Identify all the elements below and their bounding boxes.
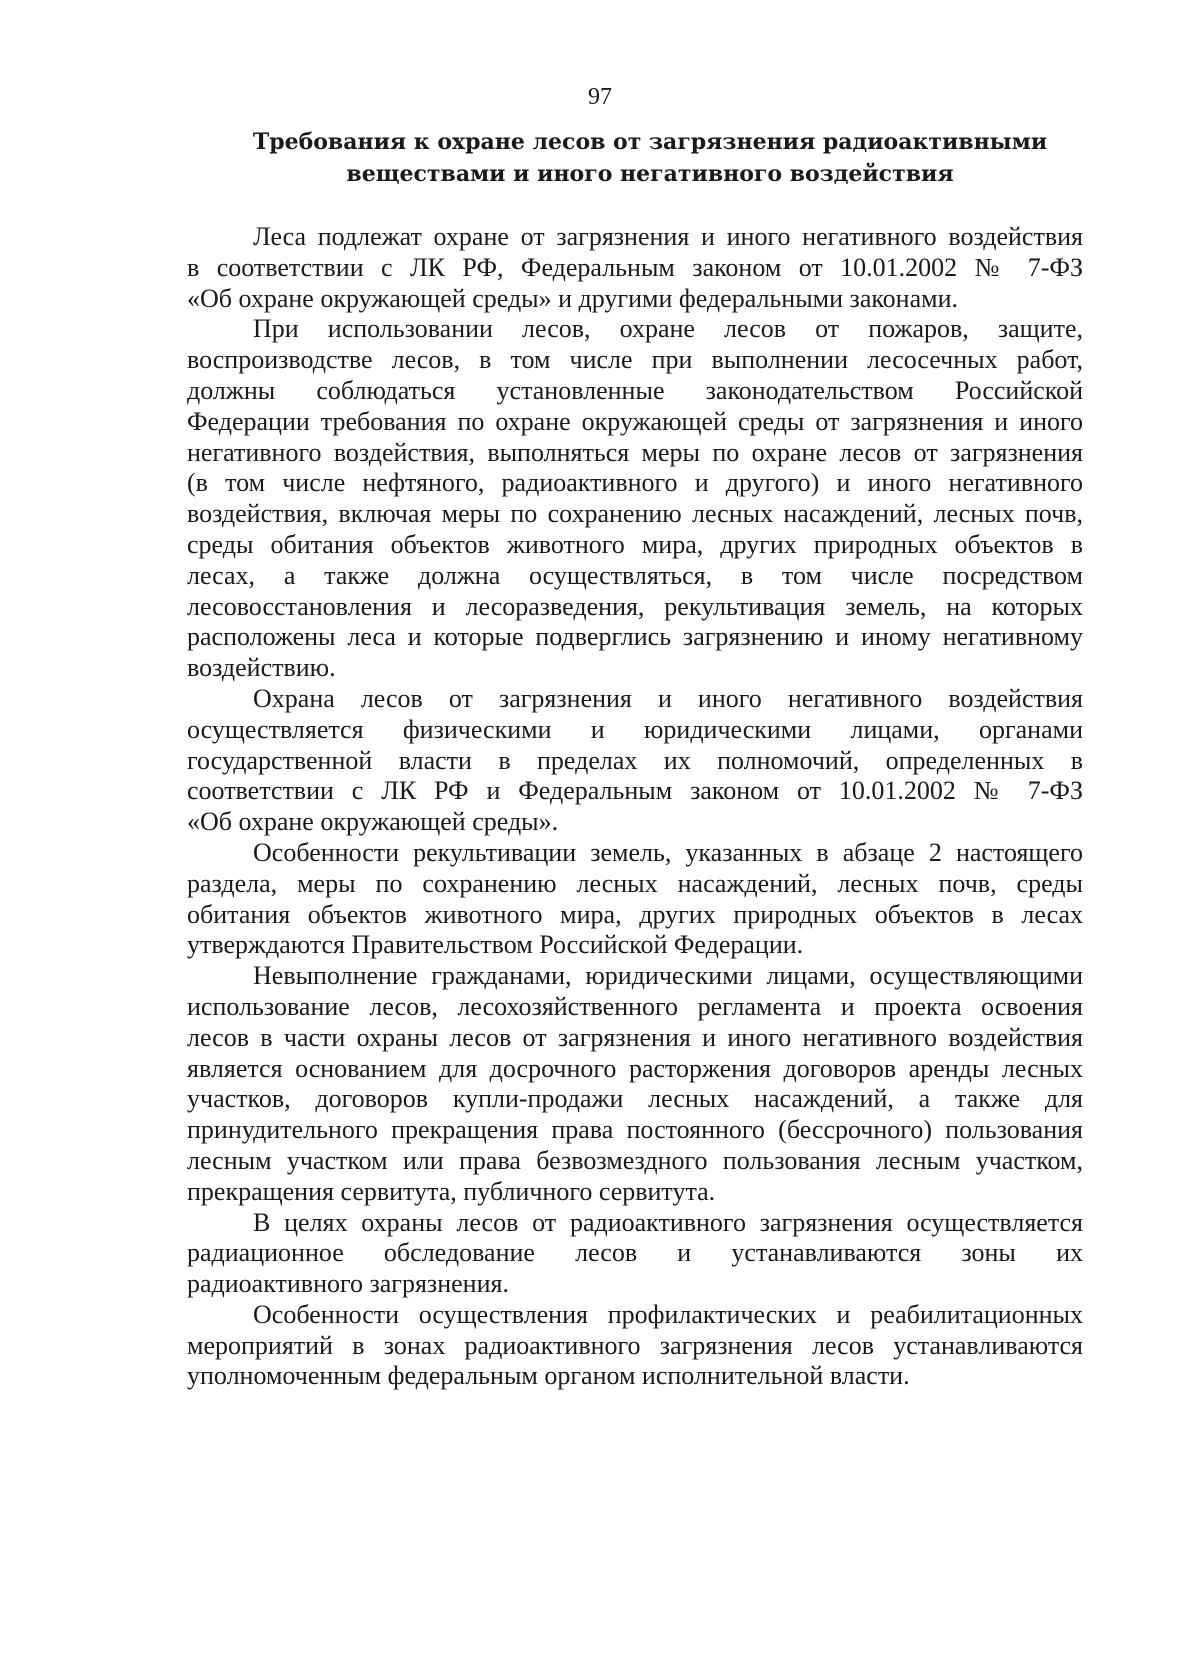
text-line: лесах, а также должна осуществляться, в том числе посредством xyxy=(187,560,1083,590)
text-line: в соответствии с ЛК РФ, Федеральным законом от 10.01.2002 № 7-ФЗ xyxy=(187,252,1083,282)
text-line: расположены леса и которые подверглись загрязнению и иному негативному xyxy=(187,622,1083,652)
page-number: 97 xyxy=(588,84,612,110)
text-line: Особенности осуществления профилактических и реабилитационных xyxy=(253,1299,1083,1329)
text-line: Особенности рекультивации земель, указанных в абзаце 2 настоящего xyxy=(253,837,1083,867)
paragraph xyxy=(187,961,1083,1207)
text-line: государственной власти в пределах их полномочий, определенных в xyxy=(187,745,1083,775)
text-line: лесным участком или права безвозмездного пользования лесным участком, xyxy=(187,1145,1083,1175)
text-line: раздела, меры по сохранению лесных насаждений, лесных почв, среды xyxy=(187,868,1083,898)
paragraph xyxy=(187,1300,1083,1392)
title-line: Требования к охране лесов от загрязнения радиоактивными xyxy=(252,129,1048,155)
text-line: принудительного прекращения права постоянного (бессрочного) пользования xyxy=(187,1115,1083,1145)
text-line: радиационное обследование лесов и устанавливаются зоны их xyxy=(187,1238,1083,1268)
paragraph xyxy=(187,1208,1083,1300)
text-line: осуществляется физическими и юридическими лицами, органами xyxy=(187,714,1083,744)
text-line: прекращения сервитута, публичного сервитута. xyxy=(187,1176,716,1206)
paragraph xyxy=(187,684,1083,838)
paragraph xyxy=(187,222,1083,314)
text-line: уполномоченным федеральным органом исполнительной власти. xyxy=(187,1361,910,1391)
text-line: использование лесов, лесохозяйственного регламента и проекта освоения xyxy=(187,991,1083,1021)
text-line: является основанием для досрочного расторжения договоров аренды лесных xyxy=(187,1053,1083,1083)
paragraph xyxy=(187,838,1083,961)
text-line: «Об охране окружающей среды». xyxy=(187,807,559,837)
body-text xyxy=(187,222,1083,1392)
text-line: утверждаются Правительством Российской Федерации. xyxy=(187,930,804,960)
text-line: В целях охраны лесов от радиоактивного загрязнения осуществляется xyxy=(253,1207,1083,1237)
text-line: лесов в части охраны лесов от загрязнения и иного негативного воздействия xyxy=(187,1022,1083,1052)
text-line: воздействия, включая меры по сохранению лесных насаждений, лесных почв, xyxy=(187,499,1083,529)
text-line: (в том числе нефтяного, радиоактивного и другого) и иного негативного xyxy=(187,468,1083,498)
text-line: При использовании лесов, охране лесов от пожаров, защите, xyxy=(253,314,1083,344)
text-line: лесовосстановления и лесоразведения, рекультивация земель, на которых xyxy=(187,591,1083,621)
text-line: воздействию. xyxy=(187,653,336,683)
paragraph xyxy=(187,314,1083,684)
text-line: Невыполнение гражданами, юридическими лицами, осуществляющими xyxy=(253,961,1083,991)
text-line: Леса подлежат охране от загрязнения и иного негативного воздействия xyxy=(253,222,1083,251)
text-line: участков, договоров купли-продажи лесных насаждений, а также для xyxy=(187,1084,1083,1114)
text-line: соответствии с ЛК РФ и Федеральным законом от 10.01.2002 № 7-ФЗ xyxy=(187,776,1083,806)
title-line: веществами и иного негативного воздействия xyxy=(346,161,954,187)
text-line: должны соблюдаться установленные законодательством Российской xyxy=(187,375,1083,405)
page-title xyxy=(180,126,1120,190)
text-line: Федерации требования по охране окружающей среды от загрязнения и иного xyxy=(187,406,1083,436)
text-line: Охрана лесов от загрязнения и иного негативного воздействия xyxy=(253,683,1083,713)
text-line: среды обитания объектов животного мира, других природных объектов в xyxy=(187,529,1083,559)
text-line: воспроизводстве лесов, в том числе при выполнении лесосечных работ, xyxy=(187,345,1083,375)
text-line: мероприятий в зонах радиоактивного загрязнения лесов устанавливаются xyxy=(187,1330,1083,1360)
text-line: обитания объектов животного мира, других природных объектов в лесах xyxy=(187,899,1083,929)
text-line: радиоактивного загрязнения. xyxy=(187,1269,509,1299)
text-line: «Об охране окружающей среды» и другими федеральными законами. xyxy=(187,283,958,313)
text-line: негативного воздействия, выполняться меры по охране лесов от загрязнения xyxy=(187,437,1083,467)
